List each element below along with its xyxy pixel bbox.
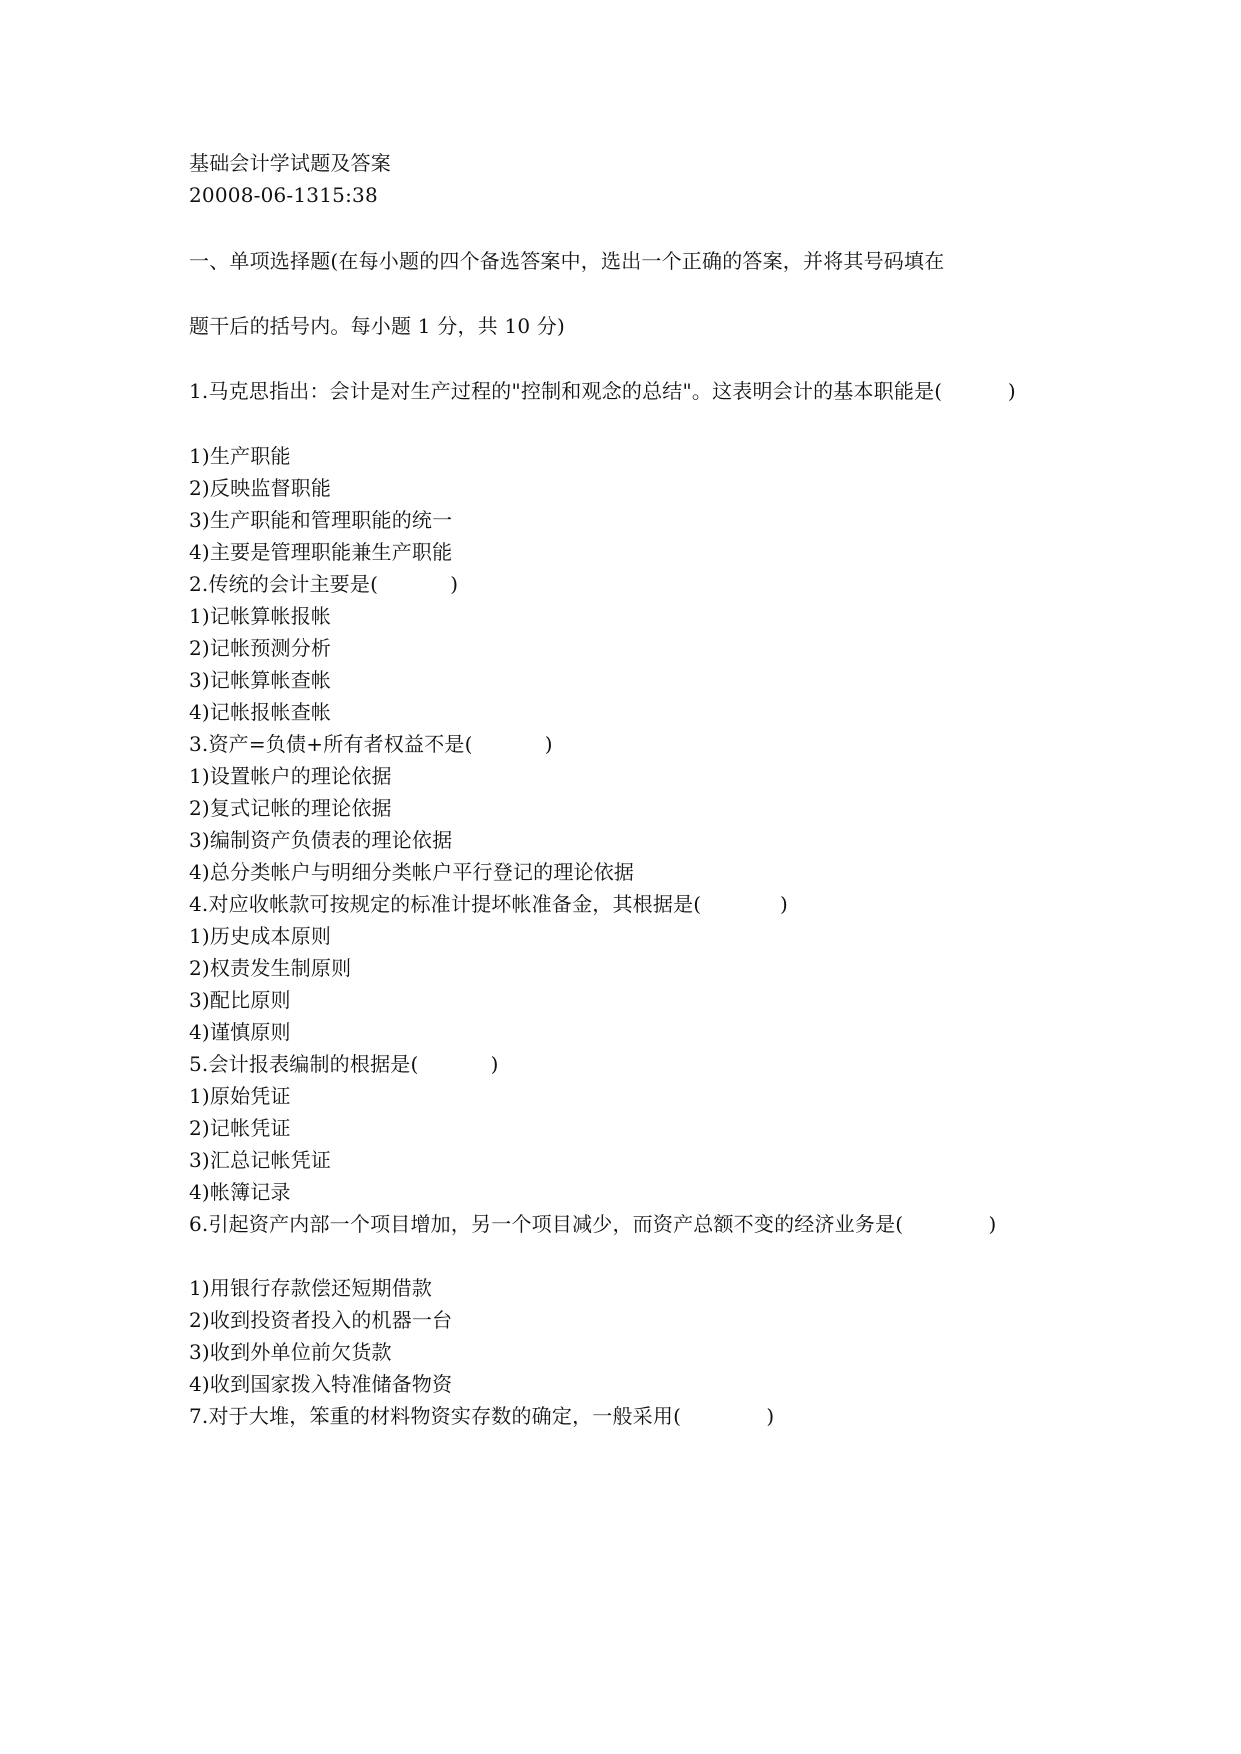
question-4-option-2: 2)权责发生制原则 xyxy=(189,956,352,980)
question-4-option-1: 1)历史成本原则 xyxy=(189,924,332,948)
question-1-option-3: 3)生产职能和管理职能的统一 xyxy=(189,508,453,532)
question-4-stem: 4.对应收帐款可按规定的标准计提坏帐准备金，其根据是( ) xyxy=(189,892,788,916)
question-2-option-3: 3)记帐算帐查帐 xyxy=(189,668,332,692)
question-2-option-4: 4)记帐报帐查帐 xyxy=(189,700,332,724)
question-6-option-1: 1)用银行存款偿还短期借款 xyxy=(189,1276,433,1300)
question-3-option-4: 4)总分类帐户与明细分类帐户平行登记的理论依据 xyxy=(189,860,635,884)
question-4-option-4: 4)谨慎原则 xyxy=(189,1020,291,1044)
question-2-option-1: 1)记帐算帐报帐 xyxy=(189,604,332,628)
question-1-option-2: 2)反映监督职能 xyxy=(189,476,332,500)
question-5-option-4: 4)帐簿记录 xyxy=(189,1180,291,1204)
document-title: 基础会计学试题及答案 xyxy=(189,151,391,175)
question-5-stem: 5.会计报表编制的根据是( ) xyxy=(189,1052,499,1076)
question-6-option-4: 4)收到国家拨入特准储备物资 xyxy=(189,1372,453,1396)
question-6-stem: 6.引起资产内部一个项目增加，另一个项目减少，而资产总额不变的经济业务是( ) xyxy=(189,1212,997,1236)
question-6-option-3: 3)收到外单位前欠货款 xyxy=(189,1340,392,1364)
question-3-option-1: 1)设置帐户的理论依据 xyxy=(189,764,392,788)
question-6-option-2: 2)收到投资者投入的机器一台 xyxy=(189,1308,453,1332)
question-1-option-1: 1)生产职能 xyxy=(189,444,291,468)
question-5-option-3: 3)汇总记帐凭证 xyxy=(189,1148,332,1172)
question-3-option-3: 3)编制资产负债表的理论依据 xyxy=(189,828,453,852)
question-3-option-2: 2)复式记帐的理论依据 xyxy=(189,796,392,820)
section-heading-line-2: 题干后的括号内。每小题 1 分，共 10 分) xyxy=(189,314,566,338)
question-4-option-3: 3)配比原则 xyxy=(189,988,291,1012)
question-3-stem: 3.资产=负债+所有者权益不是( ) xyxy=(189,732,553,756)
question-7-stem: 7.对于大堆，笨重的材料物资实存数的确定，一般采用( ) xyxy=(189,1404,775,1428)
question-2-stem: 2.传统的会计主要是( ) xyxy=(189,572,459,596)
section-heading-line-1: 一、单项选择题(在每小题的四个备选答案中，选出一个正确的答案，并将其号码填在 xyxy=(189,249,945,273)
question-2-option-2: 2)记帐预测分析 xyxy=(189,636,332,660)
question-1-stem: 1.马克思指出：会计是对生产过程的"控制和观念的总结"。这表明会计的基本职能是( ) xyxy=(189,379,1016,403)
document-timestamp: 20008-06-1315:38 xyxy=(189,183,378,207)
question-1-option-4: 4)主要是管理职能兼生产职能 xyxy=(189,540,453,564)
question-5-option-2: 2)记帐凭证 xyxy=(189,1116,291,1140)
question-5-option-1: 1)原始凭证 xyxy=(189,1084,291,1108)
